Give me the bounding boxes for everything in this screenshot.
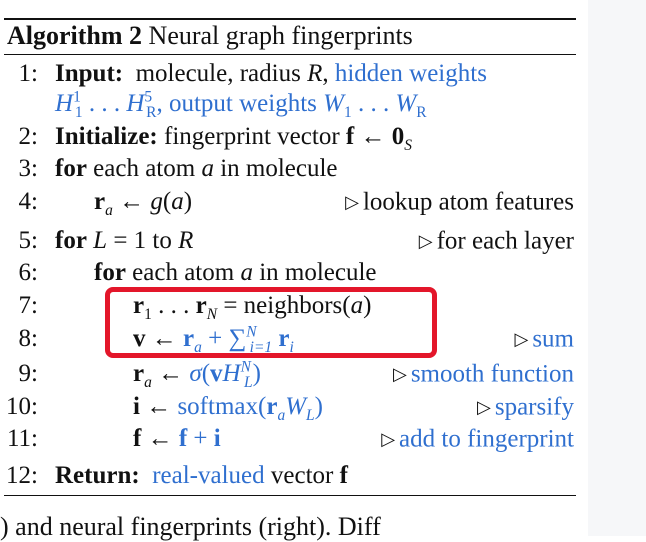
var: g [150, 188, 163, 215]
sub: 1 [144, 306, 152, 323]
plus: + [208, 325, 223, 352]
line-code [55, 460, 348, 492]
var: R [307, 60, 323, 87]
paren: ( [201, 360, 211, 387]
keyword: Return: [55, 462, 140, 489]
sub: 1 [74, 104, 83, 121]
line-code: $r_a$ ← g(a) [94, 188, 193, 219]
arrow: ← [146, 393, 172, 420]
text: vector [270, 462, 334, 489]
arrow: ← [360, 123, 386, 150]
line-5 [0, 225, 580, 257]
bold-var: f [178, 425, 188, 452]
triangle-icon: ▷ [477, 397, 491, 417]
algorithm-label: Algorithm 2 [7, 21, 143, 50]
var: W [285, 393, 307, 420]
dots: . . . [357, 90, 390, 117]
comment [381, 423, 574, 455]
bold-var: f [133, 425, 142, 452]
line-code [55, 88, 427, 120]
sub: R [146, 104, 157, 121]
algorithm-name: Neural graph fingerprints [148, 21, 413, 50]
arrow: ← [147, 425, 173, 452]
bold-var: r [133, 292, 145, 319]
sub: a [194, 339, 202, 356]
var: H [126, 90, 145, 117]
sub: N [206, 306, 218, 323]
bold-var: f [345, 123, 355, 150]
keyword: Initialize: [55, 123, 158, 150]
sup: 1 [73, 88, 81, 106]
sup: N [246, 323, 257, 341]
comment-text: add to fingerprint [399, 425, 574, 453]
bold-var: r [94, 188, 106, 215]
line-number: 2: [18, 123, 38, 150]
line-number: 11: [6, 425, 38, 452]
text: = neighbors( [223, 292, 351, 319]
paren: ) [314, 393, 323, 420]
comment [393, 358, 574, 390]
comment [345, 186, 574, 218]
bold-var: r [195, 292, 207, 319]
algorithm-title [7, 19, 413, 53]
bold-var: i [213, 425, 221, 452]
line-number: 9: [18, 360, 38, 387]
dots: . . . [88, 90, 121, 117]
text: in molecule [220, 155, 338, 182]
arrow: ← [119, 188, 145, 215]
line-number: 8: [18, 325, 38, 352]
arrow: ← [158, 360, 184, 387]
text: = 1 to [113, 227, 172, 254]
smooth-expression [189, 358, 261, 391]
title-rule [4, 54, 576, 55]
line-9 [0, 358, 580, 390]
text: fingerprint vector [164, 123, 340, 150]
sep: , [322, 60, 329, 87]
comment [514, 323, 574, 355]
line-number: 1: [18, 60, 38, 87]
bold-var: f [339, 462, 348, 489]
keyword: for [94, 259, 126, 286]
var: a [350, 292, 364, 319]
line-code [133, 423, 221, 455]
function-name: softmax( [177, 393, 267, 420]
line-number: 5: [18, 227, 38, 254]
var: a [201, 155, 214, 182]
line-code [133, 391, 323, 423]
sub: S [404, 137, 412, 154]
line-code [94, 257, 377, 289]
triangle-icon: ▷ [345, 192, 359, 212]
var: H [222, 360, 241, 387]
highlight-box [105, 287, 437, 358]
sub: a [105, 202, 113, 219]
line-code [55, 153, 338, 185]
line-1 [0, 58, 580, 90]
comment-text: for each layer [436, 227, 574, 255]
line-number: 6: [18, 259, 38, 286]
sub: a [144, 374, 152, 391]
bold-var: r [266, 393, 278, 420]
sub: L [306, 407, 315, 424]
blue-text: output weights [168, 90, 317, 117]
bold-var: i [133, 393, 140, 420]
body-text-fragment: ) and neural fingerprints (right). Diff [0, 512, 381, 541]
line-code [55, 121, 412, 153]
line-code [55, 225, 193, 257]
bold-var: r [133, 360, 145, 387]
bold-var: 0 [391, 123, 405, 150]
arrow: ← [151, 325, 177, 352]
softmax-expression [177, 393, 323, 424]
line-6 [0, 257, 580, 289]
comment-text: sparsify [494, 393, 574, 421]
comment-text: lookup atom features [362, 188, 574, 216]
comma: , [156, 90, 163, 117]
triangle-icon: ▷ [418, 231, 433, 251]
paren: ) [252, 360, 261, 387]
sub: i=1 [249, 339, 273, 356]
var: a [240, 259, 253, 286]
var: a [171, 188, 184, 215]
comment [477, 391, 574, 423]
line-code [55, 58, 487, 90]
keyword: for [55, 227, 87, 254]
line-2 [0, 121, 580, 153]
var: W [395, 90, 417, 117]
sup: 5 [144, 88, 153, 106]
line-4 [0, 186, 580, 218]
triangle-icon: ▷ [392, 364, 407, 384]
plus: + [193, 425, 208, 452]
line-number: 10: [6, 393, 38, 420]
bold-var: r [278, 325, 290, 352]
line-code [133, 358, 261, 390]
blue-text: real-valued [152, 462, 265, 489]
comment-text: smooth function [410, 360, 574, 388]
dots: . . . [158, 292, 190, 319]
bold-var: v [133, 325, 146, 352]
text: molecule, radius [135, 60, 301, 87]
line-number: 3: [18, 155, 38, 182]
sub: R [416, 104, 427, 121]
triangle-icon: ▷ [381, 429, 396, 449]
line-1-continued [0, 88, 580, 120]
sigma-symbol: ∑ [228, 325, 247, 352]
comment-text: sum [532, 325, 574, 353]
sub: a [277, 407, 286, 424]
text: in molecule [259, 259, 377, 286]
var: H [55, 90, 74, 117]
line-3 [0, 153, 580, 185]
comment [419, 225, 574, 257]
var: L [93, 227, 108, 254]
triangle-icon: ▷ [514, 329, 529, 349]
bold-var: r [183, 325, 195, 352]
var: σ [189, 360, 202, 387]
bottom-rule [4, 495, 576, 496]
line-number: 12: [6, 462, 38, 489]
bold-var: v [210, 360, 223, 387]
line-number: 7: [18, 292, 38, 319]
text: each atom [93, 155, 196, 182]
page-margin [588, 0, 646, 536]
var: W [323, 90, 344, 117]
blue-text: hidden weights [334, 60, 487, 87]
paren: ) [363, 292, 372, 319]
keyword: for [55, 155, 87, 182]
add-expression [179, 425, 221, 452]
keyword: Input: [55, 60, 124, 87]
sub: 1 [343, 104, 352, 121]
line-10 [0, 391, 580, 423]
line-11 [0, 423, 580, 455]
line-12 [0, 460, 580, 492]
var: R [178, 227, 194, 254]
text: each atom [132, 259, 235, 286]
sub: L [243, 374, 253, 391]
sup: N [240, 358, 251, 376]
line-number: 4: [18, 188, 38, 215]
sub: i [289, 339, 294, 356]
